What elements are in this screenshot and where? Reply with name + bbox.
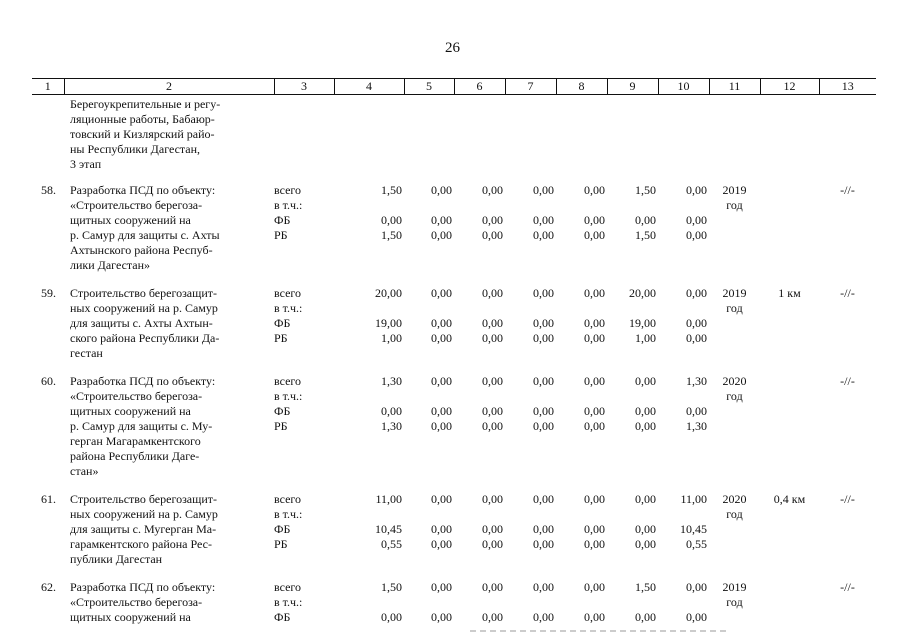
amount-rb: 0,00: [431, 331, 452, 345]
spacer: [454, 507, 503, 522]
spacer: [334, 595, 402, 610]
funding-source-labels: [274, 485, 334, 573]
amount-total: 0,00: [584, 286, 605, 300]
amount-cell: [505, 279, 556, 367]
year-line: год: [726, 389, 743, 403]
spacer: [454, 389, 503, 404]
empty-cell: [404, 95, 454, 177]
amount-cell: [505, 367, 556, 485]
column-header-7: 7: [505, 79, 556, 95]
amount-fb: 0,00: [635, 213, 656, 227]
funding-label: РБ: [274, 331, 288, 345]
description-line: р. Самур для защиты с. Ахты: [70, 228, 220, 242]
amount-cell: [454, 367, 505, 485]
funding-label: ФБ: [274, 610, 291, 624]
description-line: Берегоукрепительные и регу-: [70, 97, 221, 111]
funding-label: ФБ: [274, 213, 291, 227]
table-row: [32, 573, 876, 631]
description-cell: [64, 176, 274, 279]
spacer: [505, 389, 554, 404]
year-line: 2020: [722, 374, 747, 388]
amount-rb: 0,00: [584, 331, 605, 345]
year-cell: [709, 485, 760, 573]
length-cell: [760, 176, 819, 279]
funding-label: всего: [274, 580, 302, 594]
amount-cell: [334, 367, 404, 485]
spacer: [505, 595, 554, 610]
row-number: 60.: [41, 374, 56, 388]
amount-fb: 0,00: [584, 213, 605, 227]
amount-total: 0,00: [431, 286, 452, 300]
amount-total: 0,00: [431, 492, 452, 506]
amount-fb: 0,00: [431, 316, 452, 330]
amount-fb: 0,00: [482, 404, 503, 418]
funding-source-labels: [274, 279, 334, 367]
funding-label: всего: [274, 492, 302, 506]
empty-cell: [819, 95, 876, 177]
column-header-2: 2: [64, 79, 274, 95]
funding-label: ФБ: [274, 522, 291, 536]
spacer: [404, 595, 452, 610]
amount-total: 0,00: [686, 183, 707, 197]
spacer: [556, 198, 605, 213]
description-line: «Строительство берегоза-: [70, 389, 203, 403]
column-header-11: 11: [709, 79, 760, 95]
spacer: [658, 507, 707, 522]
description-line: ных сооружений на р. Самур: [70, 507, 218, 521]
amount-rb: 0,00: [482, 419, 503, 433]
description-line: ского района Республики Да-: [70, 331, 220, 345]
description-line: щитных сооружений на: [70, 404, 191, 418]
year-line: 2019: [722, 286, 747, 300]
funding-source-labels: [274, 176, 334, 279]
note-cell: -//-: [840, 374, 855, 388]
description-line: щитных сооружений на: [70, 610, 191, 624]
description-line: 3 этап: [70, 157, 102, 171]
amount-fb: 0,00: [584, 404, 605, 418]
table-row-continuation: [32, 95, 876, 177]
empty-cell: [709, 95, 760, 177]
amount-rb: 0,00: [533, 331, 554, 345]
amount-cell: [404, 485, 454, 573]
funding-label: в т.ч.:: [274, 507, 303, 521]
amount-total: 0,00: [482, 492, 503, 506]
funding-label: в т.ч.:: [274, 595, 303, 609]
column-header-1: 1: [32, 79, 64, 95]
spacer: [334, 507, 402, 522]
row-number: 61.: [41, 492, 56, 506]
funding-label: РБ: [274, 228, 288, 242]
amount-total: 1,30: [381, 374, 402, 388]
length-cell: [760, 573, 819, 631]
note-cell: -//-: [840, 492, 855, 506]
amount-rb: 0,00: [482, 537, 503, 551]
table-row: [32, 176, 876, 279]
amount-fb: 0,00: [584, 522, 605, 536]
funding-label: в т.ч.:: [274, 301, 303, 315]
empty-cell: [658, 95, 709, 177]
description-line: герган Магарамкентского: [70, 434, 201, 448]
spacer: [334, 389, 402, 404]
amount-cell: [607, 367, 658, 485]
amount-cell: [658, 367, 709, 485]
spacer: [454, 301, 503, 316]
funding-label: в т.ч.:: [274, 389, 303, 403]
description-line: ляционные работы, Бабаюр-: [70, 112, 215, 126]
funding-label: всего: [274, 183, 302, 197]
amount-cell: [334, 485, 404, 573]
amount-total: 11,00: [375, 492, 402, 506]
amount-total: 1,30: [686, 374, 707, 388]
spacer: [607, 595, 656, 610]
table-row: [32, 367, 876, 485]
amount-fb: 0,00: [482, 213, 503, 227]
amount-fb: 0,00: [482, 610, 503, 624]
amount-total: 0,00: [482, 374, 503, 388]
table-row: [32, 485, 876, 573]
amount-cell: [556, 485, 607, 573]
year-line: год: [726, 301, 743, 315]
spacer: [505, 301, 554, 316]
scan-artifact: [470, 630, 730, 632]
description-line: Разработка ПСД по объекту:: [70, 580, 216, 594]
amount-cell: [658, 573, 709, 631]
length-cell: 1 км: [778, 286, 801, 300]
description-line: р. Самур для защиты с. Му-: [70, 419, 213, 433]
amount-fb: 0,00: [635, 404, 656, 418]
year-line: 2019: [722, 580, 747, 594]
amount-total: 11,00: [680, 492, 707, 506]
description-line: гарамкентского района Рес-: [70, 537, 212, 551]
year-line: 2020: [722, 492, 747, 506]
amount-cell: [404, 176, 454, 279]
amount-cell: [658, 176, 709, 279]
spacer: [556, 301, 605, 316]
amount-rb: 0,00: [533, 419, 554, 433]
description-line: «Строительство берегоза-: [70, 198, 203, 212]
column-header-13: 13: [819, 79, 876, 95]
description-line: ных сооружений на р. Самур: [70, 301, 218, 315]
spacer: [334, 301, 402, 316]
year-cell: [709, 367, 760, 485]
column-header-6: 6: [454, 79, 505, 95]
amount-fb: 0,00: [533, 522, 554, 536]
description-line: щитных сооружений на: [70, 213, 191, 227]
column-header-4: 4: [334, 79, 404, 95]
amount-total: 0,00: [686, 286, 707, 300]
column-header-10: 10: [658, 79, 709, 95]
row-number: 59.: [41, 286, 56, 300]
amount-cell: [404, 573, 454, 631]
note-cell: -//-: [840, 286, 855, 300]
description-cell: [64, 367, 274, 485]
amount-cell: [607, 279, 658, 367]
amount-total: 20,00: [375, 286, 402, 300]
description-line: гестан: [70, 346, 103, 360]
amount-cell: [658, 485, 709, 573]
amount-fb: 0,00: [431, 610, 452, 624]
amount-rb: 1,50: [635, 228, 656, 242]
amount-rb: 0,00: [431, 228, 452, 242]
empty-cell: [505, 95, 556, 177]
spacer: [404, 301, 452, 316]
description-line: «Строительство берегоза-: [70, 595, 203, 609]
year-line: год: [726, 198, 743, 212]
description-line: Разработка ПСД по объекту:: [70, 183, 216, 197]
spacer: [334, 198, 402, 213]
amount-total: 0,00: [584, 580, 605, 594]
amount-rb: 0,55: [381, 537, 402, 551]
empty-cell: [607, 95, 658, 177]
amount-total: 0,00: [533, 286, 554, 300]
empty-cell: [454, 95, 505, 177]
description-line: Разработка ПСД по объекту:: [70, 374, 216, 388]
amount-fb: 0,00: [686, 404, 707, 418]
amount-cell: [454, 279, 505, 367]
amount-fb: 0,00: [431, 404, 452, 418]
amount-fb: 0,00: [381, 213, 402, 227]
spacer: [658, 595, 707, 610]
funding-source-labels: [274, 573, 334, 631]
amount-fb: 0,00: [431, 213, 452, 227]
row-number-cell: [32, 95, 64, 177]
amount-total: 0,00: [431, 183, 452, 197]
description-cell: [64, 573, 274, 631]
amount-total: 0,00: [431, 580, 452, 594]
amount-rb: 1,30: [686, 419, 707, 433]
program-table: [32, 78, 876, 631]
spacer: [607, 507, 656, 522]
amount-fb: 0,00: [635, 610, 656, 624]
amount-rb: 0,00: [635, 537, 656, 551]
column-header-5: 5: [404, 79, 454, 95]
spacer: [505, 507, 554, 522]
amount-total: 0,00: [635, 374, 656, 388]
amount-cell: [556, 279, 607, 367]
amount-fb: 19,00: [629, 316, 656, 330]
amount-cell: [454, 176, 505, 279]
page-number: 26: [445, 40, 460, 56]
amount-total: 1,50: [381, 183, 402, 197]
row-number: 62.: [41, 580, 56, 594]
spacer: [556, 595, 605, 610]
amount-cell: [505, 176, 556, 279]
description-line: района Республики Даге-: [70, 449, 200, 463]
spacer: [556, 507, 605, 522]
amount-rb: 0,00: [533, 537, 554, 551]
funding-label: ФБ: [274, 316, 291, 330]
amount-fb: 0,00: [431, 522, 452, 536]
amount-cell: [556, 573, 607, 631]
column-header-9: 9: [607, 79, 658, 95]
funding-source-labels: [274, 367, 334, 485]
description-line: для защиты с. Ахты Ахтын-: [70, 316, 213, 330]
amount-rb: 0,00: [533, 228, 554, 242]
description-line: Строительство берегозащит-: [70, 492, 218, 506]
amount-fb: 0,00: [584, 610, 605, 624]
amount-rb: 0,55: [686, 537, 707, 551]
description-line: лики Дагестан»: [70, 258, 151, 272]
column-header-12: 12: [760, 79, 819, 95]
column-header-8: 8: [556, 79, 607, 95]
amount-rb: 1,00: [381, 331, 402, 345]
amount-fb: 0,00: [533, 316, 554, 330]
amount-rb: 0,00: [584, 419, 605, 433]
amount-rb: 0,00: [431, 419, 452, 433]
spacer: [505, 198, 554, 213]
spacer: [607, 301, 656, 316]
amount-total: 0,00: [482, 286, 503, 300]
funding-label: ФБ: [274, 404, 291, 418]
description-cell: [64, 279, 274, 367]
amount-cell: [658, 279, 709, 367]
amount-total: 0,00: [686, 580, 707, 594]
amount-fb: 0,00: [533, 610, 554, 624]
note-cell: -//-: [840, 183, 855, 197]
amount-fb: 0,00: [584, 316, 605, 330]
amount-cell: [556, 367, 607, 485]
column-header-3: 3: [274, 79, 334, 95]
description-line: товский и Кизлярский райо-: [70, 127, 215, 141]
spacer: [404, 507, 452, 522]
amount-total: 0,00: [635, 492, 656, 506]
amount-cell: [505, 573, 556, 631]
amount-cell: [556, 176, 607, 279]
amount-cell: [334, 176, 404, 279]
spacer: [454, 595, 503, 610]
amount-total: 0,00: [533, 492, 554, 506]
amount-rb: 0,00: [686, 331, 707, 345]
description-cell: [64, 95, 274, 177]
amount-rb: 0,00: [482, 331, 503, 345]
note-cell: -//-: [840, 580, 855, 594]
amount-fb: 10,45: [680, 522, 707, 536]
empty-cell: [334, 95, 404, 177]
amount-rb: 0,00: [482, 228, 503, 242]
amount-total: 1,50: [635, 580, 656, 594]
spacer: [658, 389, 707, 404]
amount-total: 0,00: [584, 183, 605, 197]
spacer: [607, 198, 656, 213]
table-header: [32, 79, 876, 95]
amount-fb: 0,00: [686, 316, 707, 330]
spacer: [607, 389, 656, 404]
amount-cell: [404, 367, 454, 485]
funding-label: всего: [274, 374, 302, 388]
description-cell: [64, 485, 274, 573]
spacer: [404, 389, 452, 404]
amount-rb: 0,00: [584, 537, 605, 551]
funding-label: в т.ч.:: [274, 198, 303, 212]
table-row: [32, 279, 876, 367]
amount-total: 1,50: [381, 580, 402, 594]
description-line: Ахтынского района Респуб-: [70, 243, 213, 257]
amount-total: 20,00: [629, 286, 656, 300]
amount-fb: 10,45: [375, 522, 402, 536]
amount-cell: [334, 279, 404, 367]
amount-rb: 0,00: [584, 228, 605, 242]
amount-cell: [454, 573, 505, 631]
year-cell: [709, 176, 760, 279]
amount-rb: 1,30: [381, 419, 402, 433]
amount-cell: [607, 176, 658, 279]
amount-cell: [334, 573, 404, 631]
amount-rb: 1,50: [381, 228, 402, 242]
amount-cell: [607, 485, 658, 573]
year-cell: [709, 279, 760, 367]
amount-fb: 0,00: [381, 404, 402, 418]
length-cell: [760, 367, 819, 485]
amount-fb: 0,00: [686, 610, 707, 624]
amount-cell: [454, 485, 505, 573]
empty-cell: [760, 95, 819, 177]
description-line: ны Республики Дагестан,: [70, 142, 201, 156]
amount-rb: 0,00: [635, 419, 656, 433]
year-line: 2019: [722, 183, 747, 197]
amount-fb: 0,00: [381, 610, 402, 624]
description-line: стан»: [70, 464, 99, 478]
amount-fb: 0,00: [482, 316, 503, 330]
funding-label: РБ: [274, 537, 288, 551]
amount-total: 0,00: [533, 183, 554, 197]
funding-label: РБ: [274, 419, 288, 433]
spacer: [658, 301, 707, 316]
description-line: для защиты с. Мугерган Ма-: [70, 522, 217, 536]
amount-rb: 0,00: [686, 228, 707, 242]
amount-fb: 19,00: [375, 316, 402, 330]
amount-total: 1,50: [635, 183, 656, 197]
empty-cell: [274, 95, 334, 177]
amount-rb: 1,00: [635, 331, 656, 345]
amount-total: 0,00: [584, 492, 605, 506]
amount-cell: [404, 279, 454, 367]
amount-total: 0,00: [482, 580, 503, 594]
amount-total: 0,00: [431, 374, 452, 388]
spacer: [556, 389, 605, 404]
amount-fb: 0,00: [533, 404, 554, 418]
row-number: 58.: [41, 183, 56, 197]
amount-rb: 0,00: [431, 537, 452, 551]
description-line: публики Дагестан: [70, 552, 163, 566]
year-line: год: [726, 507, 743, 521]
amount-total: 0,00: [584, 374, 605, 388]
year-line: год: [726, 595, 743, 609]
length-cell: 0,4 км: [773, 492, 806, 506]
description-line: Строительство берегозащит-: [70, 286, 218, 300]
amount-fb: 0,00: [482, 522, 503, 536]
year-cell: [709, 573, 760, 631]
empty-cell: [556, 95, 607, 177]
amount-total: 0,00: [533, 580, 554, 594]
funding-label: всего: [274, 286, 302, 300]
amount-cell: [505, 485, 556, 573]
amount-fb: 0,00: [686, 213, 707, 227]
amount-total: 0,00: [482, 183, 503, 197]
spacer: [658, 198, 707, 213]
spacer: [454, 198, 503, 213]
amount-total: 0,00: [533, 374, 554, 388]
amount-fb: 0,00: [635, 522, 656, 536]
amount-fb: 0,00: [533, 213, 554, 227]
amount-cell: [607, 573, 658, 631]
spacer: [404, 198, 452, 213]
